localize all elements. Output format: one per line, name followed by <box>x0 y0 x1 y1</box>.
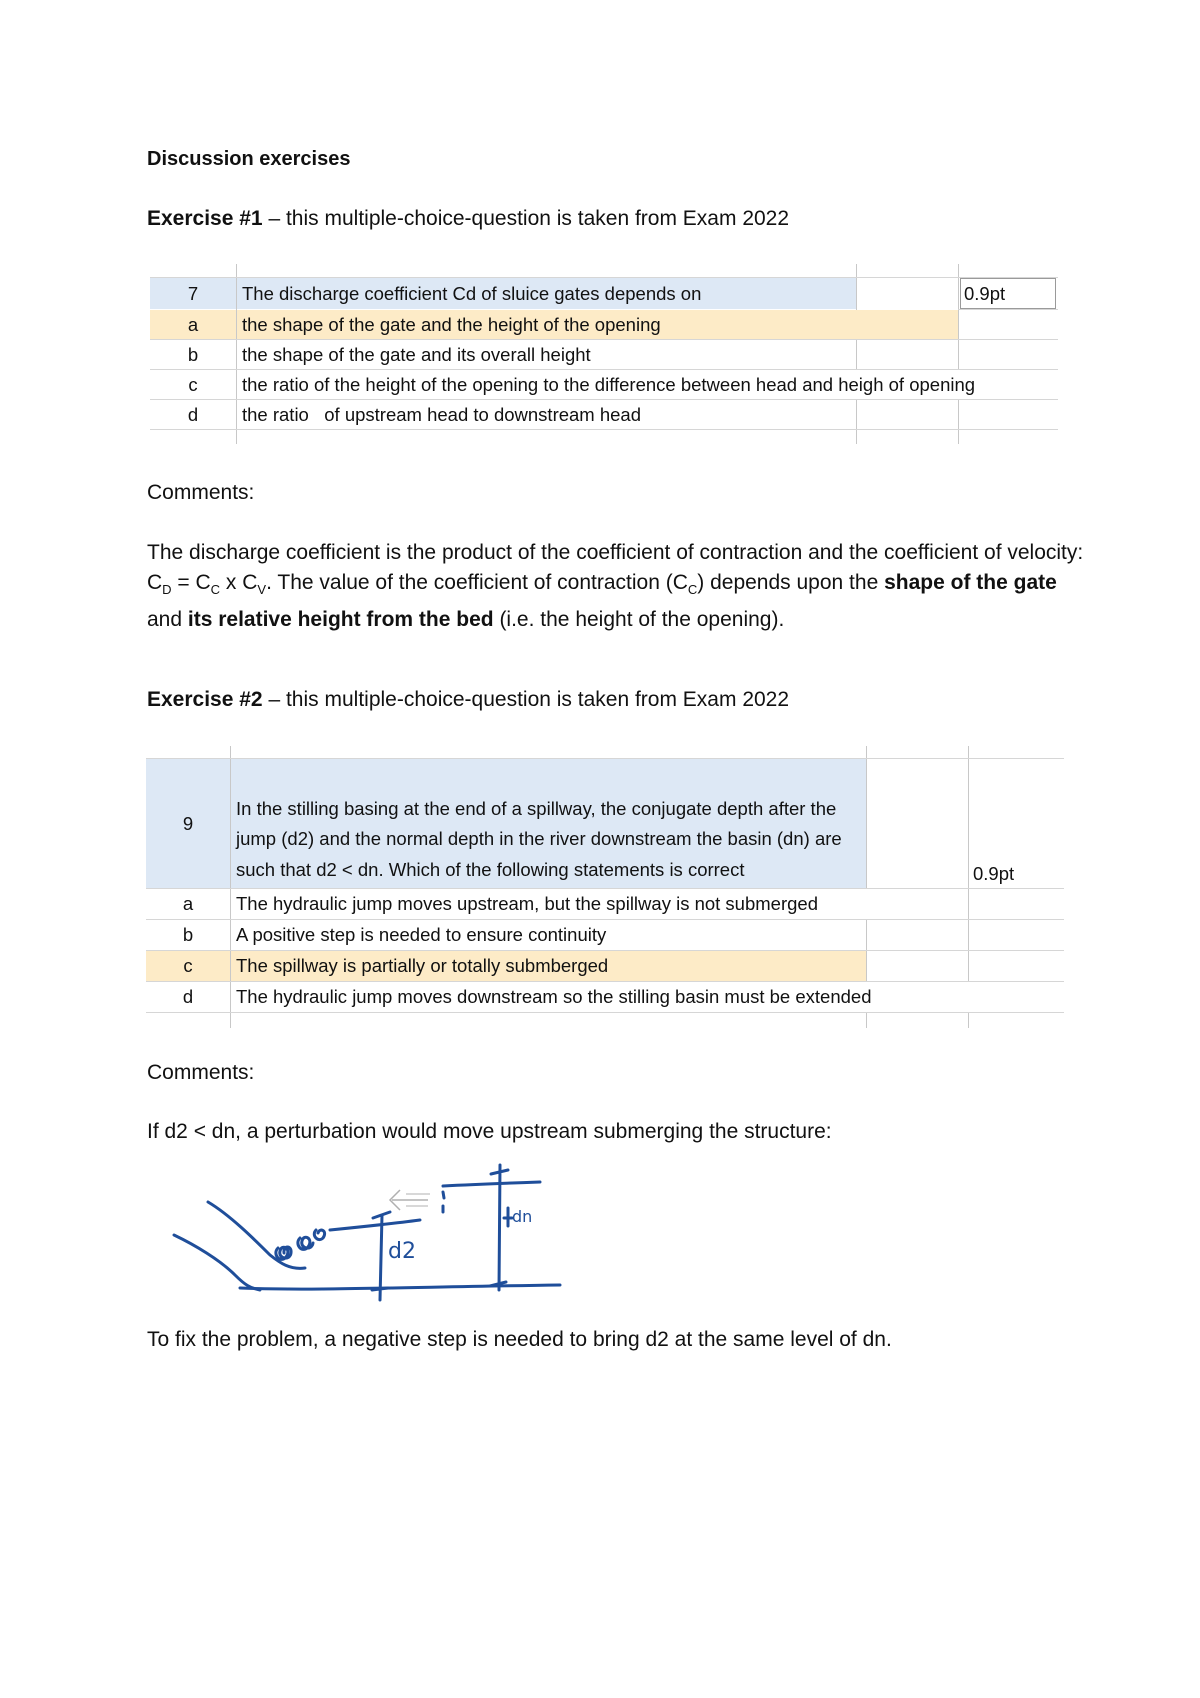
comment-text: (i.e. the height of the opening). <box>493 608 785 632</box>
jump-roller <box>276 1247 291 1259</box>
surge-dash <box>443 1192 444 1212</box>
page-title: Discussion exercises <box>147 148 351 170</box>
comment-text: ) depends upon the <box>697 571 885 594</box>
exercise-1-comment <box>147 538 1087 635</box>
question-text: The discharge coefficient Cd of sluice gates depends on <box>237 278 856 309</box>
comments-label: Comments: <box>147 481 255 504</box>
upstream-arrow-icon <box>390 1190 430 1210</box>
question-number: 7 <box>150 278 236 309</box>
comment-bold: its relative height from the bed <box>187 608 494 632</box>
d2-label: d2 <box>388 1239 416 1264</box>
exercise-1-title <box>147 207 789 231</box>
jump-roller <box>314 1230 324 1240</box>
option-text: the ratio of upstream head to downstream head <box>242 403 642 425</box>
option-text: The hydraulic jump moves upstream, but the spillway is not submerged <box>231 889 968 919</box>
subscript: C <box>687 582 698 598</box>
subscript: V <box>257 582 267 598</box>
exercise-2-label: Exercise #2 <box>147 688 263 711</box>
option-letter: c <box>146 951 230 981</box>
option-letter: c <box>188 373 198 395</box>
dn-label: dn <box>512 1207 533 1226</box>
option-text: A positive step is needed to ensure continuity <box>236 924 607 945</box>
jump-roller <box>298 1237 313 1249</box>
dn-tick <box>504 1208 512 1226</box>
question-text: In the stilling basing at the end of a spillway, the conjugate depth after the jump (d2) and the normal depth in the river downstream the basin (dn) are such that d2 < dn. Which of the following statements is correct <box>231 759 866 888</box>
water-surface-d2 <box>330 1220 420 1230</box>
spillway-top-curve <box>208 1202 305 1268</box>
comment-text: and <box>147 608 188 632</box>
option-text: the shape of the gate and its overall height <box>242 343 591 365</box>
subscript: D <box>162 582 172 598</box>
option-text: The hydraulic jump moves downstream so the stilling basin must be extended <box>231 982 1064 1012</box>
exercise-1-subtitle: – this multiple-choice-question is taken from Exam 2022 <box>268 207 790 230</box>
exercise-1-table <box>150 264 1058 446</box>
question-points: 0.9pt <box>960 278 1056 309</box>
option-text-correct: the shape of the gate and the height of the opening <box>237 310 958 339</box>
fix-line: To fix the problem, a negative step is needed to bring d2 at the same level of dn. <box>147 1328 892 1351</box>
exercise-2-table <box>146 746 1064 1030</box>
option-letter: a <box>182 893 194 914</box>
subscript: C <box>210 582 221 598</box>
option-letter: d <box>187 403 199 425</box>
option-letter: b <box>187 343 199 365</box>
option-text-correct: The spillway is partially or totally submberged <box>231 951 866 981</box>
exercise-2-title <box>147 688 789 712</box>
option-letter: b <box>182 924 194 945</box>
comment-line: If d2 < dn, a perturbation would move upstream submerging the structure: <box>147 1120 832 1143</box>
comment-text: = C <box>171 571 211 594</box>
water-surface-dn <box>443 1182 540 1186</box>
exercise-2-subtitle: – this multiple-choice-question is taken from Exam 2022 <box>268 688 790 711</box>
comment-text: x C <box>220 571 258 594</box>
comments-label: Comments: <box>147 1061 255 1084</box>
spillway-bottom-curve <box>174 1235 260 1290</box>
channel-bed <box>240 1285 560 1289</box>
option-text: the ratio of the height of the opening to the difference between head and heigh of opening <box>237 370 1058 399</box>
exercise-1-label: Exercise #1 <box>147 207 263 230</box>
comment-text: . The value of the coefficient of contraction (C <box>266 571 688 594</box>
hydraulic-jump-sketch <box>160 1160 580 1310</box>
question-points: 0.9pt <box>973 862 1015 884</box>
comment-text: The discharge coefficient is the product of the coefficient of contraction and the coefficient of velocity: C <box>147 541 1084 594</box>
option-letter: a <box>150 310 236 339</box>
option-letter: d <box>182 986 194 1007</box>
comment-bold: shape of the gate <box>884 571 1057 594</box>
question-number: 9 <box>146 759 230 888</box>
